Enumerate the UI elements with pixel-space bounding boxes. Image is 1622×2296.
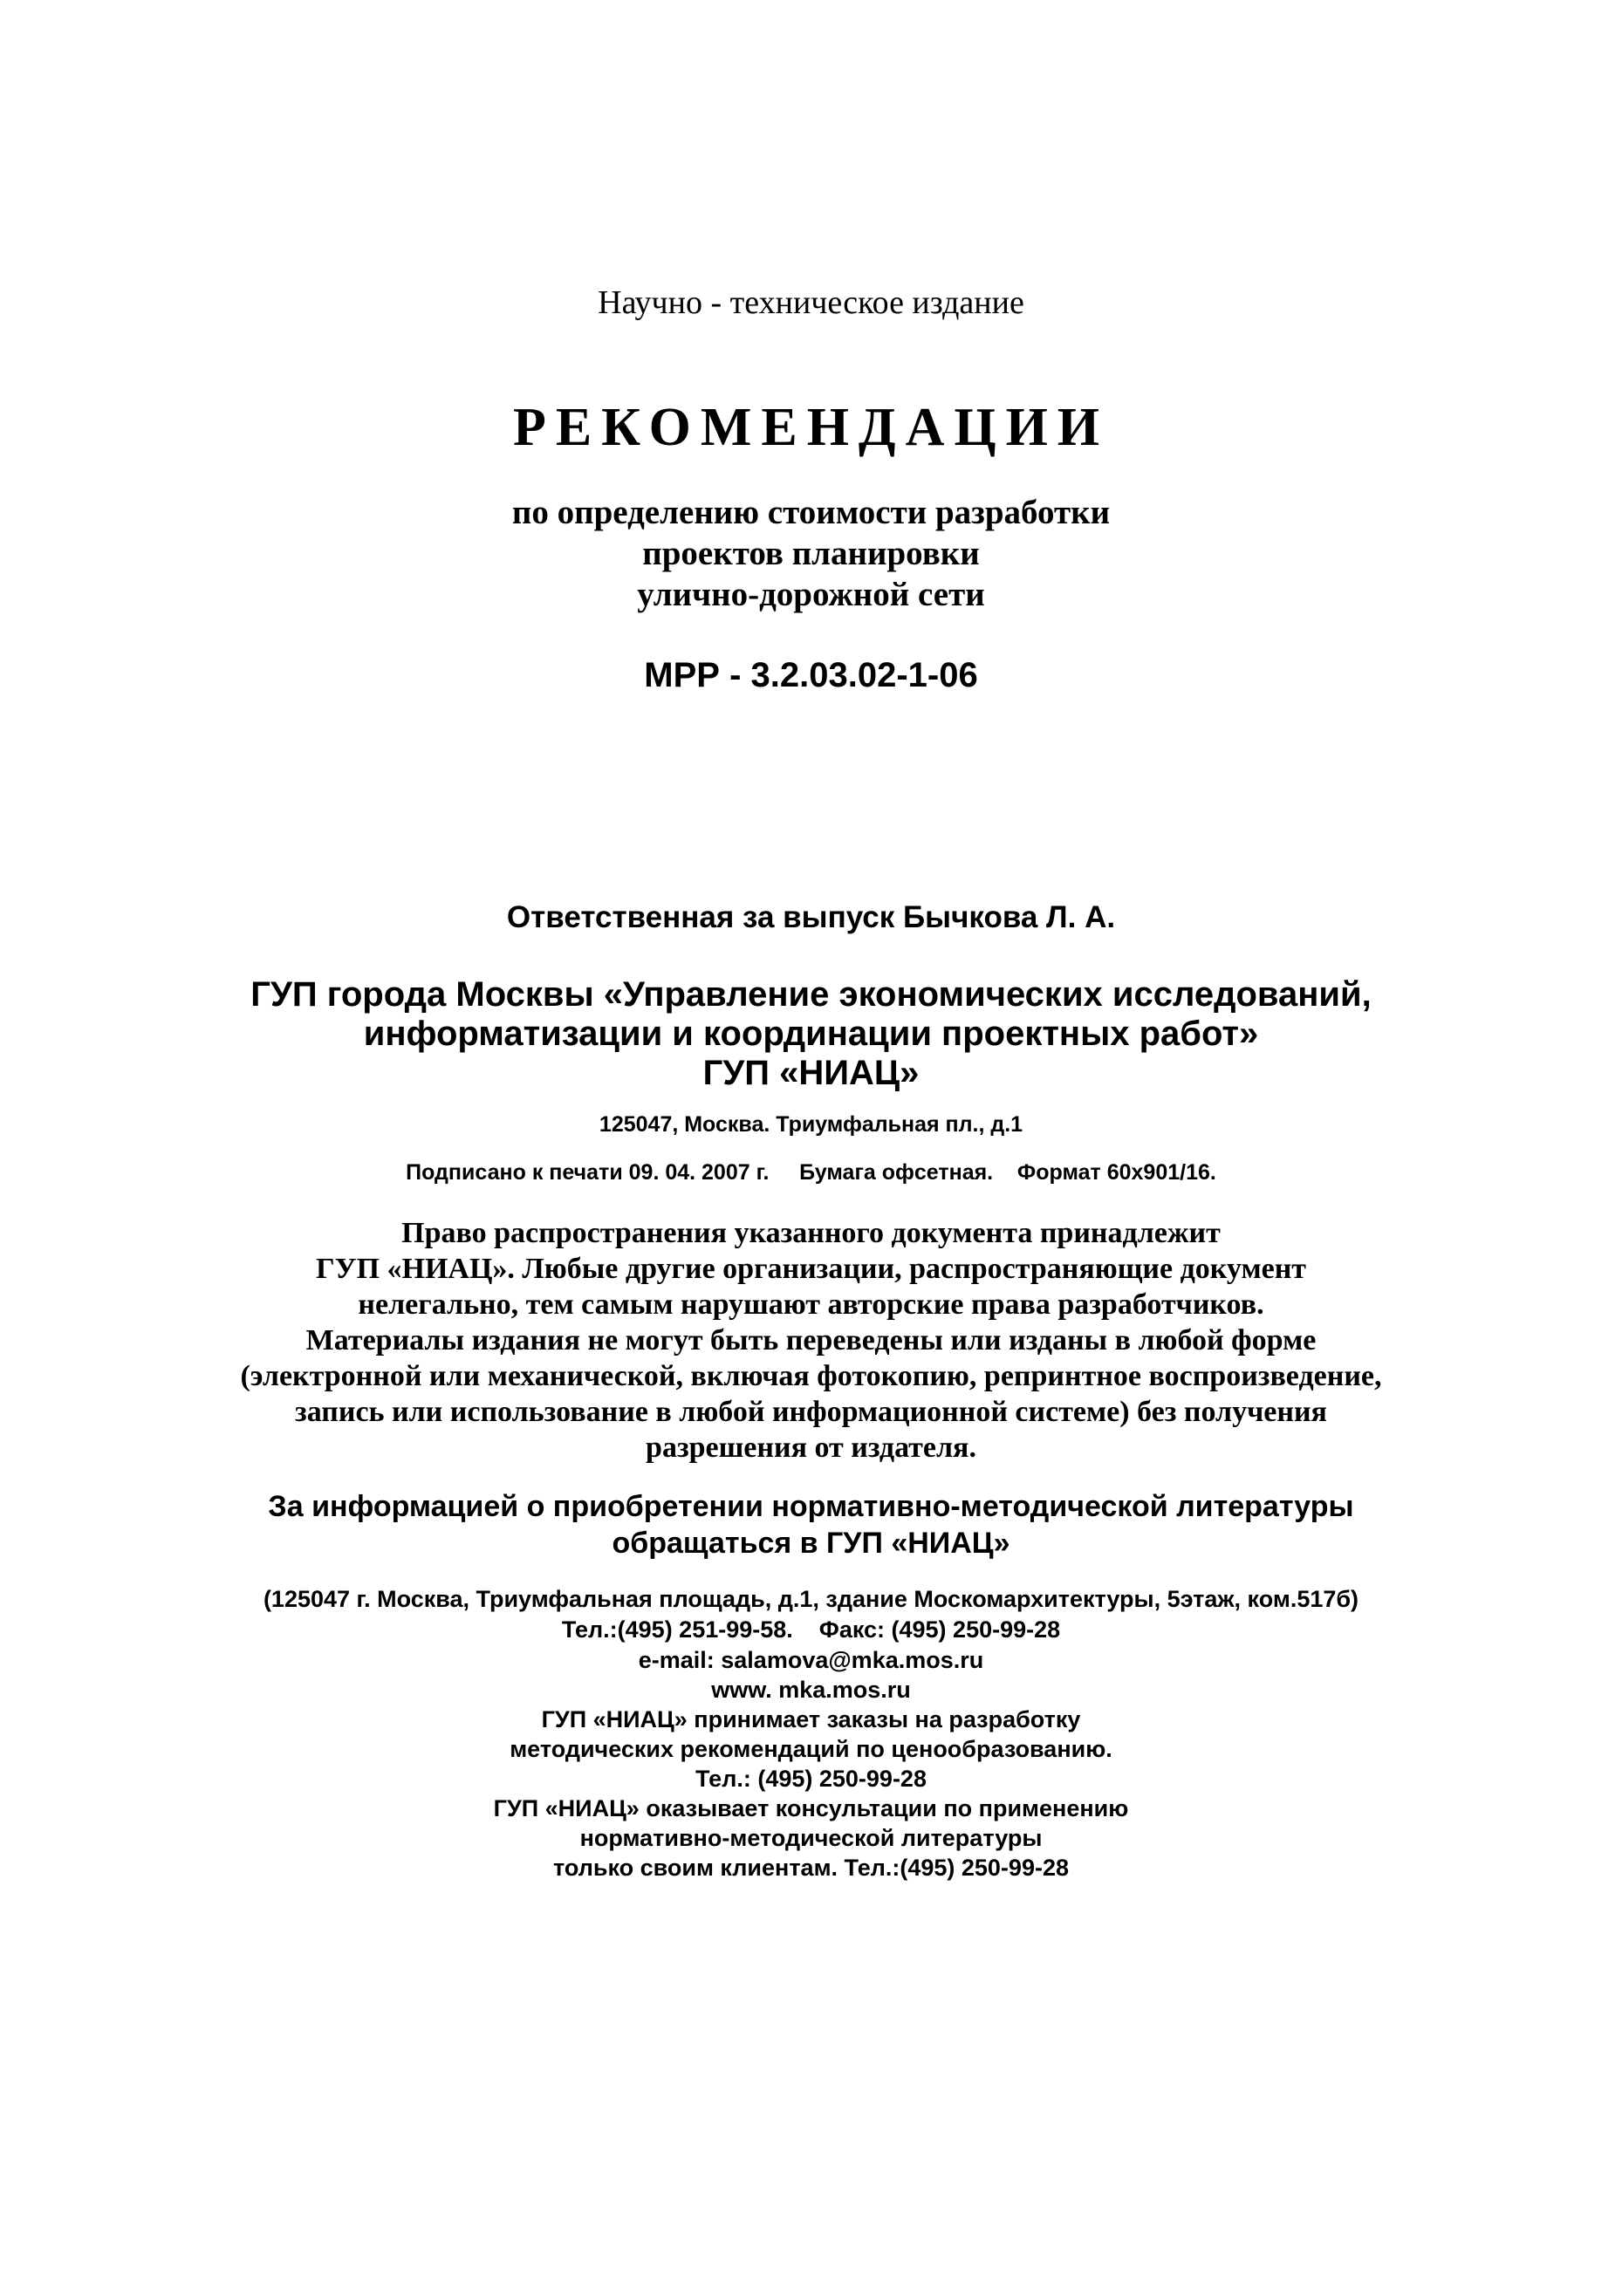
organization-address: 125047, Москва. Триумфальная пл., д.1 (599, 1112, 1023, 1137)
subtitle-line: проектов планировки (642, 535, 980, 572)
contact-line: только своим клиентам. Тел.:(495) 250-99-28 (553, 1855, 1069, 1881)
rights-notice-line: Материалы издания не могут быть переведены или изданы в любой форме (305, 1324, 1317, 1356)
contact-address: (125047 г. Москва, Триумфальная площадь, д.1, здание Москомархитектуры, 5этаж, ком.517б) (263, 1586, 1359, 1612)
organization-line: ГУП города Москвы «Управление экономических исследований, (250, 975, 1372, 1014)
organization-line: ГУП «НИАЦ» (702, 1054, 920, 1092)
purchase-info-line: За информацией о приобретении нормативно-методической литературы (268, 1490, 1354, 1523)
rights-notice-line: запись или использование в любой информационной системе) без получения (295, 1396, 1327, 1428)
contact-line: методических рекомендаций по ценообразованию. (510, 1736, 1112, 1762)
rights-notice-line: нелегально, тем самым нарушают авторские права разработчиков. (358, 1288, 1264, 1321)
purchase-info-line: обращаться в ГУП «НИАЦ» (612, 1527, 1010, 1560)
responsible-person: Ответственная за выпуск Бычкова Л. А. (506, 900, 1116, 934)
rights-notice-line: разрешения от издателя. (646, 1432, 976, 1464)
contact-phone: Тел.: (495) 250-99-28 (695, 1766, 927, 1792)
contact-line: ГУП «НИАЦ» принимает заказы на разработку (541, 1706, 1081, 1732)
rights-notice-line: (электронной или механической, включая фотокопию, репринтное воспроизведение, (240, 1360, 1382, 1392)
subtitle-line: по определению стоимости разработки (511, 494, 1111, 531)
contact-website: www. mka.mos.ru (711, 1677, 911, 1703)
edition-type: Научно - техническое издание (598, 284, 1024, 321)
print-info: Подписано к печати 09. 04. 2007 г. Бумага офсетная. Формат 60х901/16. (406, 1160, 1216, 1185)
contact-email: e-mail: salamova@mka.mos.ru (638, 1647, 984, 1673)
contact-line: нормативно-методической литературы (579, 1825, 1043, 1851)
rights-notice-line: Право распространения указанного документа принадлежит (401, 1217, 1221, 1249)
contact-phone-fax: Тел.:(495) 251-99-58. Факс: (495) 250-99-28 (561, 1616, 1061, 1643)
subtitle-line: улично-дорожной сети (637, 576, 985, 613)
document-title: РЕКОМЕНДАЦИИ (512, 398, 1110, 457)
document-code: МРР - 3.2.03.02-1-06 (644, 656, 978, 694)
organization-line: информатизации и координации проектных работ» (363, 1015, 1259, 1053)
contact-line: ГУП «НИАЦ» оказывает консультации по применению (493, 1795, 1129, 1821)
rights-notice-line: ГУП «НИАЦ». Любые другие организации, распространяющие документ (316, 1253, 1306, 1285)
